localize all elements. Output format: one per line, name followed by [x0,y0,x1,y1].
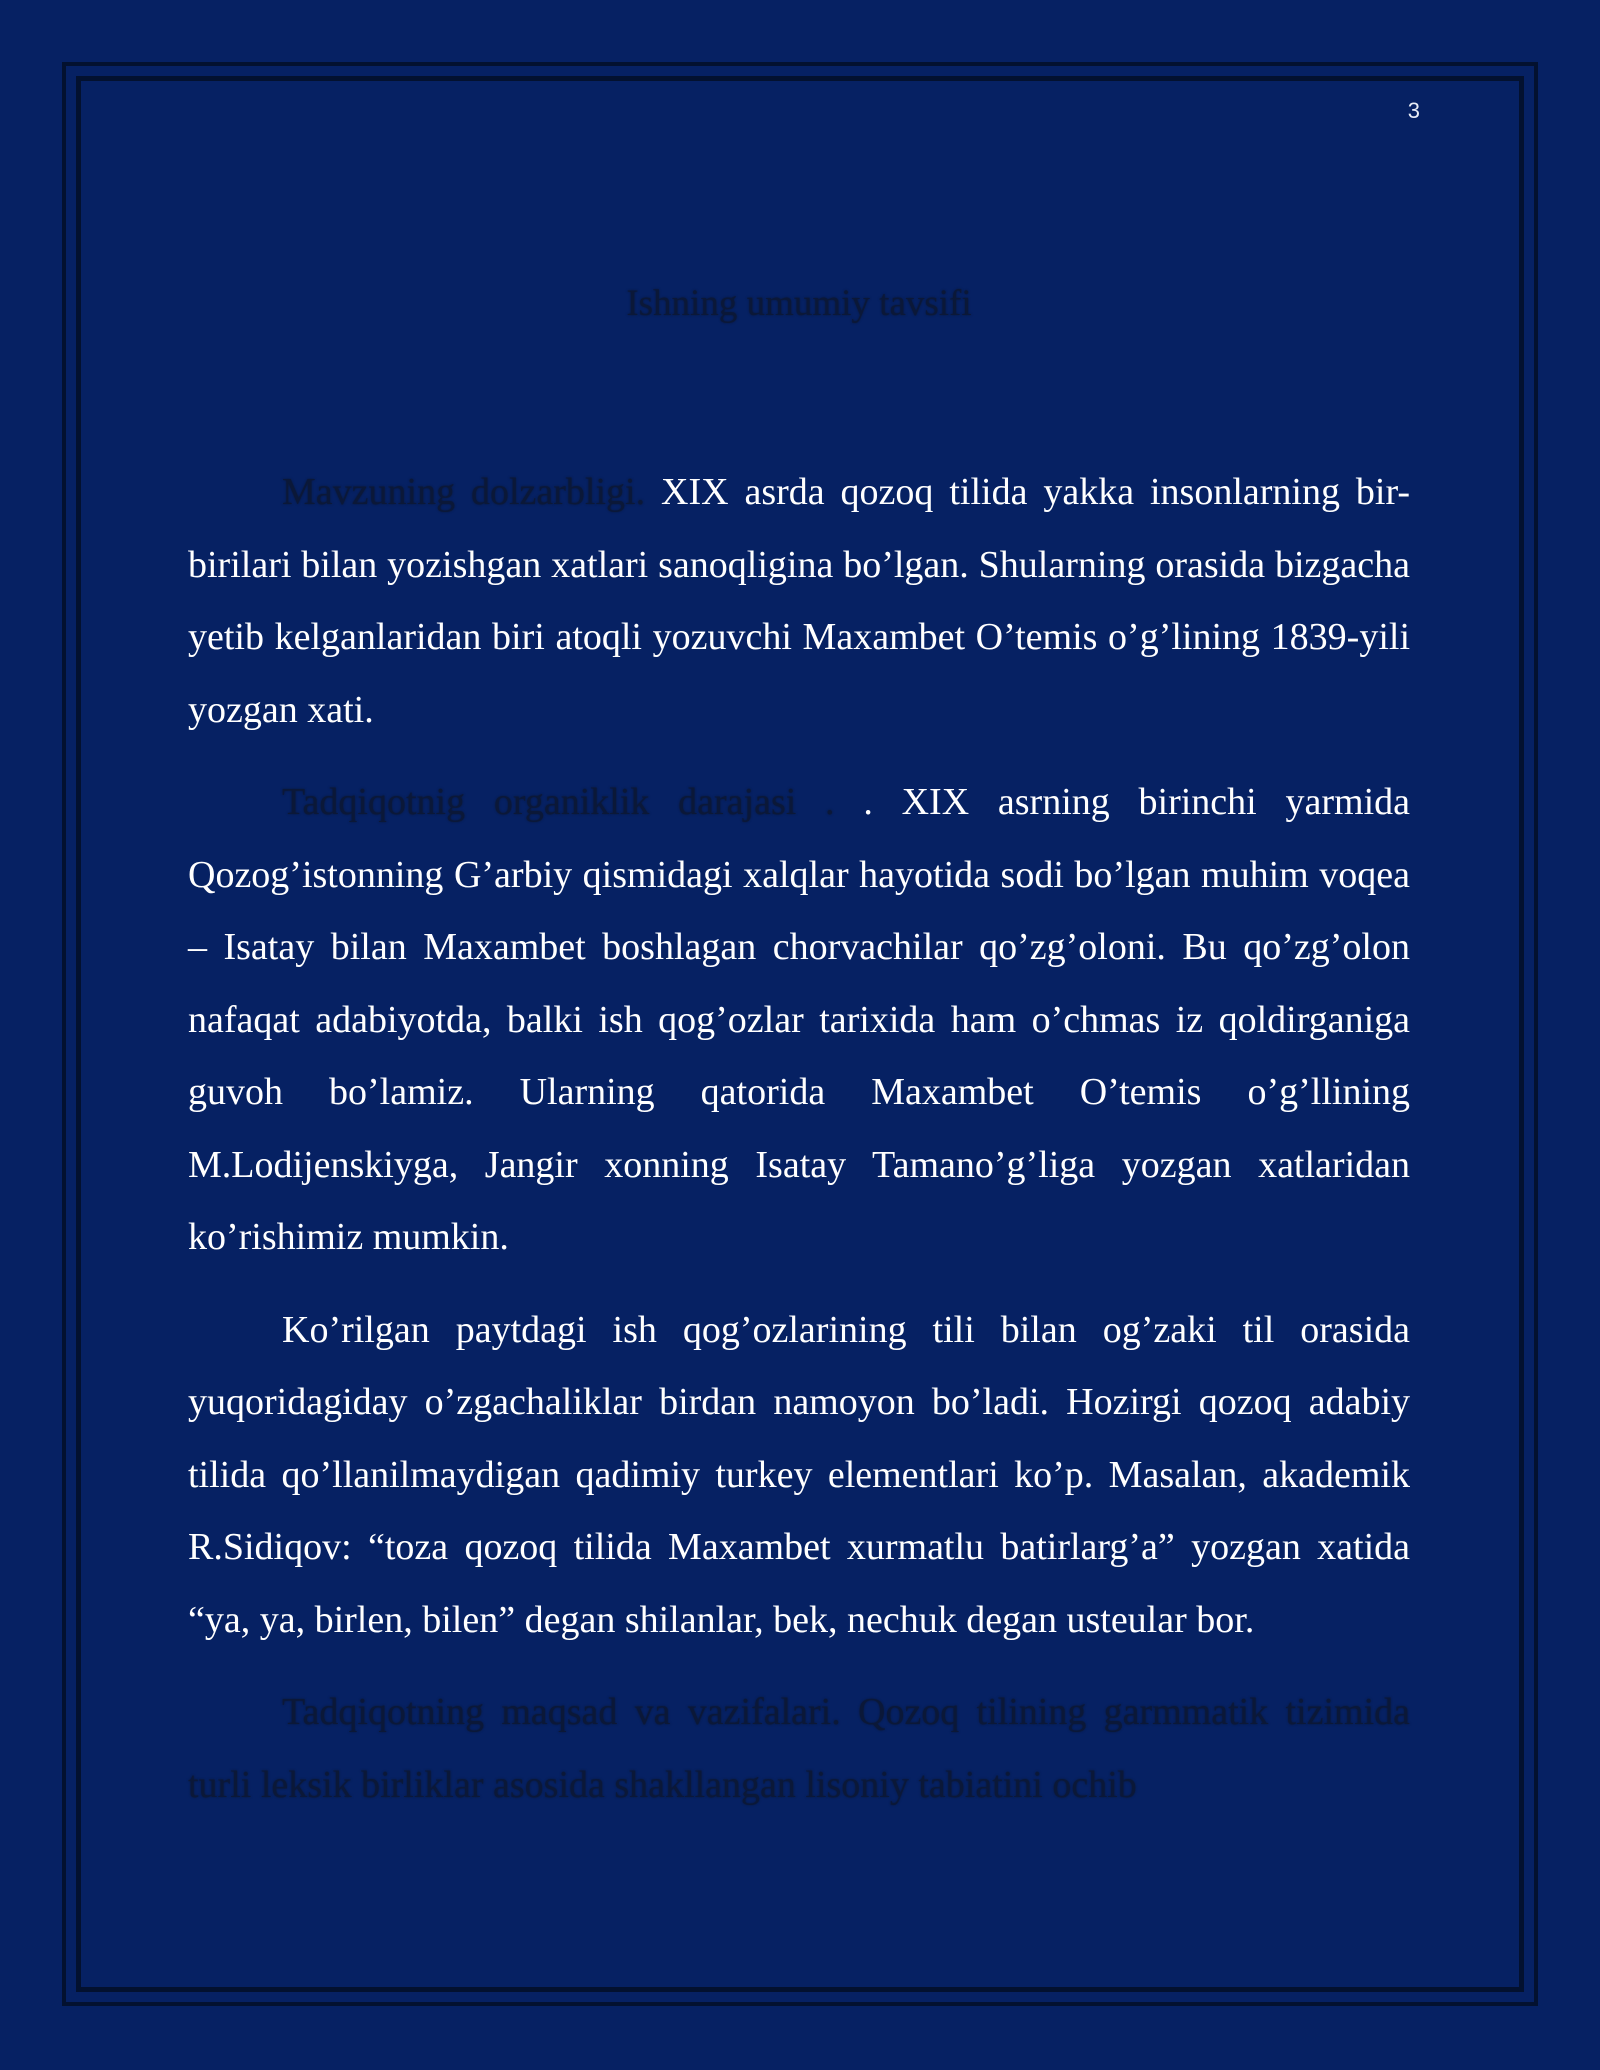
paragraph-heading: Mavzuning dolzarbligi. [282,471,646,513]
document-body [188,456,1410,1841]
page-title: Ishning umumiy tavsifi [626,283,972,324]
paragraph-text: XIX asrda qozoq tilida yakka insonlarning bir-birilari bilan yozishgan xatlari sanoqligina bo’lgan. Shularning orasida bizgacha yetib kelganlaridan biri atoqli yozuvchi Maxambet O’temis o’g’lining 1839-yili yozgan xati. [188,471,1410,731]
paragraph-heading: Tadqiqotnig organiklik darajasi . [282,781,864,823]
paragraph-research-degree [188,766,1410,1274]
paragraph-relevance [188,456,1410,746]
page-number: 3 [1407,98,1420,123]
paragraph-text: Ko’rilgan paytdagi ish qog’ozlarining tili bilan og’zaki til orasida yuqoridagiday o’zgachaliklar birdan namoyon bo’ladi. Hozirgi qozoq adabiy tilida qo’llanilmaydigan qadimiy turkey elementlari ko’p. Masalan, akademik R.Sidiqov: “toza qozoq tilida Maxambet xurmatlu batirlarg’a” yozgan xatida “ya, ya, birlen, bilen” degan shilanlar, bek, nechuk degan usteular bor. [188,1308,1410,1641]
paragraph-text: . XIX asrning birinchi yarmida Qozog’istonning G’arbiy qismidagi xalqlar hayotida sodi bo’lgan muhim voqea – Isatay bilan Maxambet boshlagan chorvachilar qo’zg’oloni. Bu qo’zg’olon nafaqat adabiyotda, balki ish qog’ozlar tarixida ham o’chmas iz qoldirganiga guvoh bo’lamiz. Ularning qatorida Maxambet O’temis o’g’llining M.Lodijenskiyga, Jangir xonning Isatay Tamano’g’liga yozgan xatlaridan ko’rishimiz mumkin. [188,781,1410,1258]
paragraph-goals [188,1676,1410,1821]
paragraph-heading: Tadqiqotning maqsad va vazifalari. Qozoq tilining garmmatik tizimida turli leksik birliklar asosida shakllangan lisoniy tabiatini ochib [188,1691,1410,1806]
paragraph-body [188,1294,1410,1657]
